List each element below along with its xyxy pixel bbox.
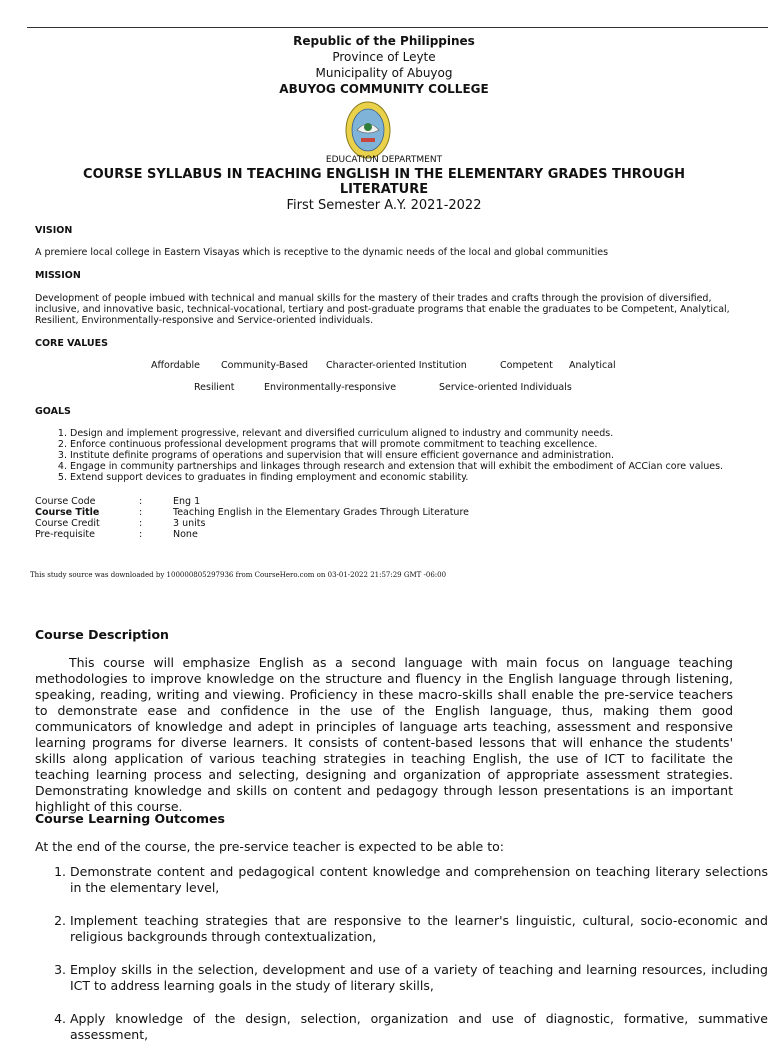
college-seal-logo <box>345 100 391 160</box>
core-value: Resilient <box>194 382 235 393</box>
course-info-row <box>35 496 469 507</box>
vision-text: A premiere local college in Eastern Visayas which is receptive to the dynamic needs of the local and global communities <box>35 247 609 258</box>
core-value: Environmentally-responsive <box>264 382 397 393</box>
department-line: EDUCATION DEPARTMENT <box>325 155 443 165</box>
course-info-row <box>35 529 469 540</box>
list-item: 4. Apply knowledge of the design, selection, organization and use of diagnostic, formative, summative assessment, <box>70 1011 768 1043</box>
course-description-heading: Course Description <box>35 627 169 642</box>
college-name: ABUYOG COMMUNITY COLLEGE <box>279 82 489 96</box>
core-value: Analytical <box>569 360 616 371</box>
course-info-table <box>35 496 469 540</box>
province-line: Province of Leyte <box>332 50 436 64</box>
download-notice: This study source was downloaded by 100000805297936 from CourseHero.com on 03-01-2022 21:57:29 GMT -06:00 <box>30 571 447 579</box>
core-value: Competent <box>500 360 553 371</box>
learning-outcomes-intro: At the end of the course, the pre-service teacher is expected to be able to: <box>35 839 504 854</box>
info-value: None <box>173 529 198 540</box>
learning-outcomes-list <box>35 864 768 1060</box>
course-info-row <box>35 507 469 518</box>
core-value: Community-Based <box>221 360 309 371</box>
mission-text: Development of people imbued with technical and manual skills for the mastery of their trades and crafts through the provision of diversified, inclusive, and innovative basic, technical-vocational, tertiary and post-graduate programs that enable the graduates to be Competent, Analytical, Resilient, Environmentally-responsive and Service-oriented individuals. <box>35 293 730 326</box>
list-item: 4. Engage in community partnerships and linkages through research and extension that will exhibit the embodiment of ACCian core values. <box>70 461 768 472</box>
top-rule <box>27 27 768 28</box>
info-label: Course Credit <box>35 518 100 529</box>
mission-heading: MISSION <box>35 270 81 281</box>
goals-list <box>35 428 768 483</box>
list-item: 1. Demonstrate content and pedagogical content knowledge and comprehension on teaching literary selections in the elementary level, <box>70 864 768 896</box>
info-colon: : <box>139 496 143 507</box>
info-colon: : <box>139 518 143 529</box>
municipality-line: Municipality of Abuyog <box>315 66 453 80</box>
info-value: Teaching English in the Elementary Grades Through Literature <box>173 507 469 518</box>
syllabus-title: COURSE SYLLABUS IN TEACHING ENGLISH IN THE ELEMENTARY GRADES THROUGH LITERATURE <box>83 167 685 197</box>
learning-outcomes-heading: Course Learning Outcomes <box>35 811 225 826</box>
semester-line: First Semester A.Y. 2021-2022 <box>286 198 482 213</box>
info-label: Course Code <box>35 496 96 507</box>
core-value: Character-oriented Institution <box>326 360 467 371</box>
course-info-row <box>35 518 469 529</box>
info-value: 3 units <box>173 518 206 529</box>
list-item: 1. Design and implement progressive, relevant and diversified curriculum aligned to industry and community needs. <box>70 428 768 439</box>
core-value: Affordable <box>151 360 200 371</box>
core-value: Service-oriented Individuals <box>439 382 572 393</box>
list-item: 5. Extend support devices to graduates in finding employment and economic stability. <box>70 472 768 483</box>
goals-heading: GOALS <box>35 406 71 417</box>
list-item: 3. Institute definite programs of operations and supervision that will ensure efficient governance and administration. <box>70 450 768 461</box>
list-item: 2. Implement teaching strategies that are responsive to the learner's linguistic, cultural, socio-economic and religious backgrounds through contextualization, <box>70 913 768 945</box>
info-value: Eng 1 <box>173 496 201 507</box>
info-label: Course Title <box>35 507 100 518</box>
letterhead <box>0 33 768 97</box>
vision-heading: VISION <box>35 225 73 236</box>
course-description-text: This course will emphasize English as a second language with main focus on language teaching methodologies to improve knowledge on the structure and fluency in the English language through listening, speaking, reading, writing and viewing. Proficiency in these macro-skills shall enable the pre-service teachers to demonstrate ease and confidence in the use of the English language, thus, making them good communicators of knowledge and adept in principles of language arts teaching, assessment and responsive learning programs for diverse learners. It consists of content-based lessons that will enhance the students' skills along application of various teaching strategies in teaching English, the use of ICT to facilitate the teaching learning process and selecting, designing and organization of appropriate assessment strategies. Demonstrating knowledge and skills on content and pedagogy through lesson presentations is an important highlight of this course. <box>35 655 733 814</box>
core-values-heading: CORE VALUES <box>35 338 108 349</box>
info-label: Pre-requisite <box>35 529 95 540</box>
list-item: 3. Employ skills in the selection, development and use of a variety of teaching and learning resources, including ICT to address learning goals in the study of literary skills, <box>70 962 768 994</box>
info-colon: : <box>139 529 143 540</box>
info-colon: : <box>139 507 143 518</box>
list-item: 2. Enforce continuous professional development programs that will promote commitment to teaching excellence. <box>70 439 768 450</box>
republic-line: Republic of the Philippines <box>293 34 475 48</box>
